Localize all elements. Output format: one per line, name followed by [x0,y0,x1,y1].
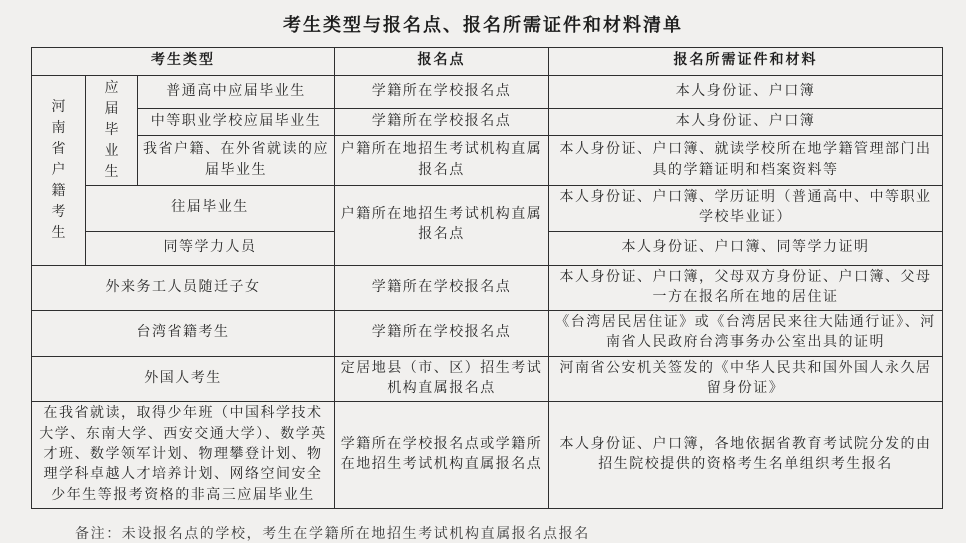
table-row [32,356,943,402]
materials-cell: 本人身份证、户口簿，父母双方身份证、户口簿、父母一方在报名所在地的居住证 [549,265,943,311]
header-cell-examinee-type: 考生类型 [32,48,335,76]
subgroup-label-vertical: 应届毕业生 [104,81,119,180]
group-label-vertical: 河南省户籍考生 [51,99,66,241]
table-header-row [32,48,943,76]
site-cell: 学籍所在学校报名点 [335,76,549,109]
group-cell-henan-household [32,76,86,266]
table-row [32,108,943,136]
type-cell: 中等职业学校应届毕业生 [138,108,335,136]
site-cell: 学籍所在学校报名点 [335,108,549,136]
type-cell: 外国人考生 [32,356,335,402]
table-row [32,186,943,232]
type-cell: 外来务工人员随迁子女 [32,265,335,311]
materials-cell: 本人身份证、户口簿，各地依据省教育考试院分发的由招生院校提供的资格考生名单组织考生报名 [549,402,943,508]
materials-cell: 本人身份证、户口簿、同等学力证明 [549,231,943,265]
site-cell: 户籍所在地招生考试机构直属报名点 [335,136,549,186]
header-cell-materials: 报名所需证件和材料 [549,48,943,76]
materials-cell: 本人身份证、户口簿、学历证明（普通高中、中等职业学校毕业证） [549,186,943,232]
site-cell: 户籍所在地招生考试机构直属报名点 [335,186,549,266]
type-cell: 在我省就读，取得少年班（中国科学技术大学、东南大学、西安交通大学）、数学英才班、数学领军计划、物理攀登计划、物理学科卓越人才培养计划、网络空间安全少年生等报考资格的非高三应届毕业生 [32,402,335,508]
type-cell: 普通高中应届毕业生 [138,76,335,109]
materials-cell: 本人身份证、户口簿 [549,108,943,136]
table-row [32,136,943,186]
materials-cell: 本人身份证、户口簿 [549,76,943,109]
registration-table [31,47,943,509]
table-row [32,76,943,109]
type-cell: 往届毕业生 [86,186,335,232]
page-title: 考生类型与报名点、报名所需证件和材料清单 [283,15,683,35]
materials-cell: 《台湾居民居住证》或《台湾居民来往大陆通行证》、河南省人民政府台湾事务办公室出具的证明 [549,311,943,357]
footnote: 备注：未设报名点的学校，考生在学籍所在地招生考试机构直属报名点报名 [75,526,590,542]
type-cell: 我省户籍、在外省就读的应届毕业生 [138,136,335,186]
table-row [32,402,943,508]
materials-cell: 本人身份证、户口簿、就读学校所在地学籍管理部门出具的学籍证明和档案资料等 [549,136,943,186]
header-cell-registration-site: 报名点 [335,48,549,76]
table-row [32,311,943,357]
subgroup-cell-current-graduates [86,76,138,186]
materials-cell: 河南省公安机关签发的《中华人民共和国外国人永久居留身份证》 [549,356,943,402]
site-cell: 学籍所在学校报名点 [335,265,549,311]
type-cell: 台湾省籍考生 [32,311,335,357]
site-cell: 学籍所在学校报名点 [335,311,549,357]
type-cell: 同等学力人员 [86,231,335,265]
site-cell: 学籍所在学校报名点或学籍所在地招生考试机构直属报名点 [335,402,549,508]
table-row [32,265,943,311]
site-cell: 定居地县（市、区）招生考试机构直属报名点 [335,356,549,402]
